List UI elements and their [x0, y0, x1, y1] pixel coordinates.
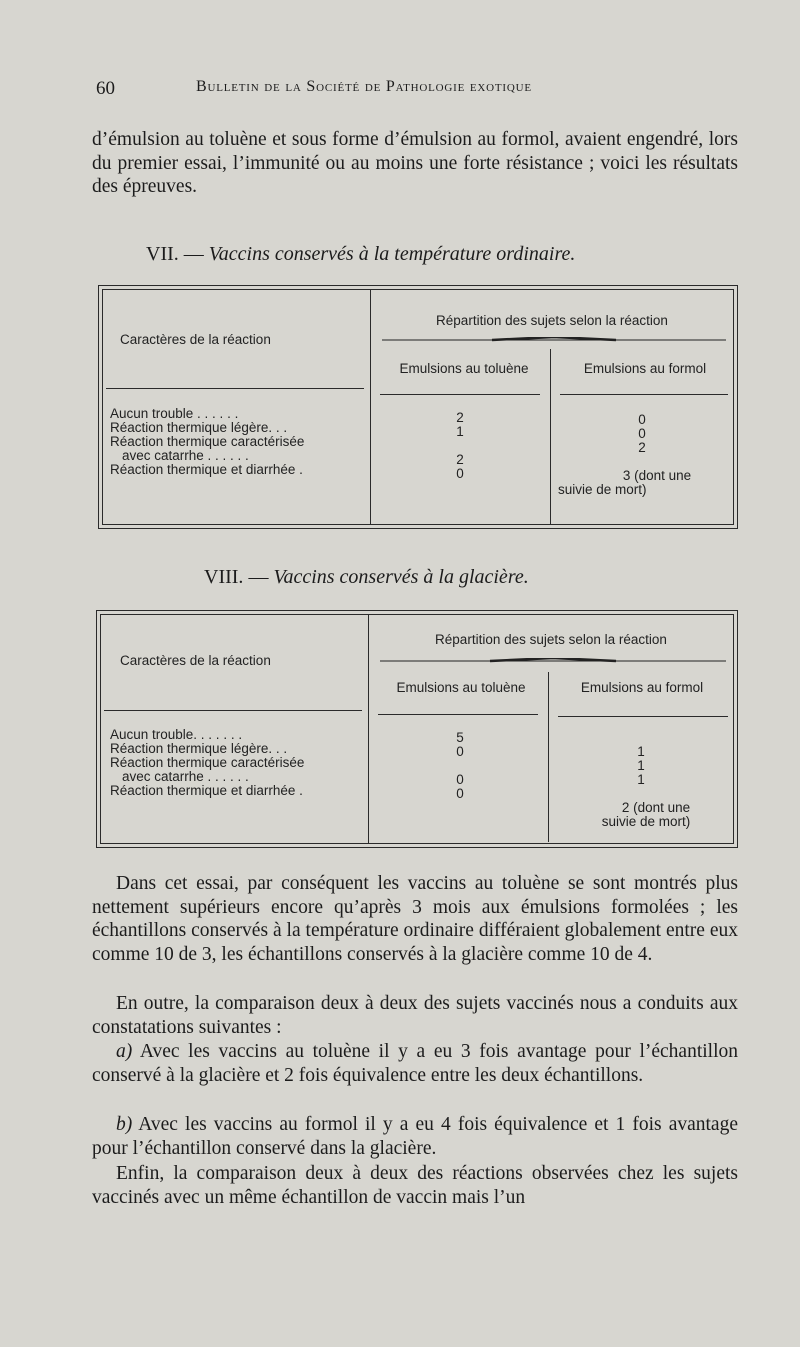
table7-title: [146, 243, 575, 266]
table8-number: VIII.: [204, 566, 244, 588]
table7-title-text: Vaccins conservés à la température ordinaire.: [208, 243, 576, 265]
table7-toluene-cell: 2: [456, 410, 464, 425]
table7: [98, 285, 738, 529]
table7-rule-right: [560, 394, 728, 395]
table7-divider-main: [370, 290, 371, 524]
table8-row-label: avec catarrhe . . . . . .: [122, 769, 249, 784]
table8-formol-cell: 2 (dont une: [621, 800, 691, 815]
table8-dash: —: [248, 566, 269, 588]
body-paragraph-4-text: Avec les vaccins au formol il y a eu 4 fois équivalence et 1 fois avantage pour l’échantillon conservé dans la glacière.: [92, 1114, 738, 1159]
table8-row-label: Réaction thermique légère. . .: [110, 741, 288, 756]
table7-rule-left: [106, 388, 364, 389]
table7-formol-cell: 0: [638, 426, 646, 441]
table7-brace: [382, 337, 726, 341]
body-paragraph-5: Enfin, la comparaison deux à deux des réactions observées chez les sujets vaccinés avec un même échantillon de vaccin mais l’un: [92, 1163, 738, 1208]
table7-row-label: Réaction thermique caractérisée: [110, 434, 305, 449]
table8-formol-cell: [552, 731, 730, 745]
table8-col-toluene: Emulsions au toluène: [396, 680, 526, 695]
table7-divider-sub: [550, 349, 551, 524]
table8: [96, 610, 738, 848]
table7-formol-cell: suivie de mort): [558, 482, 647, 497]
table8-divider-sub: [548, 672, 549, 842]
table8-formol-cell: 1: [637, 744, 645, 759]
table8-formol-values: [552, 731, 730, 829]
table8-formol-cell: [552, 787, 730, 801]
table8-col-characters: Caractères de la réaction: [120, 653, 271, 668]
table7-dash: —: [183, 243, 204, 265]
table7-toluene-values: [380, 411, 540, 481]
page-header: [96, 78, 736, 108]
table8-rule-mid: [378, 714, 538, 715]
table7-col-group: Répartition des sujets selon la réaction: [436, 313, 668, 328]
table8-row-label: Aucun trouble. . . . . . .: [110, 727, 243, 742]
table7-number: VII.: [146, 243, 179, 265]
table7-formol-cell: 3 (dont une: [622, 468, 692, 483]
table7-toluene-cell: 0: [456, 466, 464, 481]
body-paragraph-4: [92, 1113, 738, 1160]
table8-toluene-cell: 5: [456, 730, 464, 745]
table8-toluene-cell: 0: [456, 744, 464, 759]
table8-row-labels: [110, 728, 304, 798]
table7-col-characters: Caractères de la réaction: [120, 332, 271, 347]
table7-rule-mid: [380, 394, 540, 395]
body-paragraph-3-text: Avec les vaccins au toluène il y a eu 3 fois avantage pour l’échantillon conservé à la glacière et 2 fois équivalence entre les deux échantillons.: [92, 1041, 738, 1086]
table7-row-label: Réaction thermique légère. . .: [110, 420, 288, 435]
intro-paragraph: d’émulsion au toluène et sous forme d’émulsion au formol, avaient engendré, lors du premier essai, l’immunité ou au moins une forte résistance ; voici les résultats des épreuves.: [92, 129, 738, 197]
page-number: 60: [96, 78, 115, 99]
table8-toluene-values: [378, 731, 542, 801]
table8-brace: [380, 658, 726, 662]
table7-formol-cell: [554, 455, 730, 469]
table8-col-formol: Emulsions au formol: [580, 680, 704, 695]
body-paragraph-1: Dans cet essai, par conséquent les vaccins au toluène se sont montrés plus nettement supérieurs encore qu’après 3 mois aux émulsions formolées ; les échantillons conservés à la température ordinaire différaient globalement entre eux comme 10 de 3, les échantillons conservés à la glacière comme 10 de 4.: [92, 873, 738, 965]
table7-row-label: Réaction thermique et diarrhée .: [110, 462, 303, 477]
running-title: Bulletin de la Société de Pathologie exotique: [196, 78, 532, 95]
table7-row-label: Aucun trouble . . . . . .: [110, 406, 239, 421]
table8-rule-right: [558, 716, 728, 717]
body-paragraph-3: [92, 1040, 738, 1087]
table8-toluene-cell: 0: [456, 772, 464, 787]
table8-title: [204, 566, 529, 589]
table8-row-label: Réaction thermique caractérisée: [110, 755, 305, 770]
list-marker-b: b): [116, 1114, 133, 1135]
table7-row-label: avec catarrhe . . . . . .: [122, 448, 249, 463]
table7-toluene-cell: 2: [456, 452, 464, 467]
table8-formol-cell: suivie de mort): [601, 814, 691, 829]
table7-row-labels: [110, 407, 304, 477]
table8-rule-left: [104, 710, 362, 711]
table8-divider-main: [368, 615, 369, 843]
table7-toluene-cell: 1: [456, 424, 464, 439]
table7-formol-values: [554, 413, 730, 497]
body-paragraph-2: En outre, la comparaison deux à deux des sujets vaccinés nous a conduits aux constatations suivantes :: [92, 993, 738, 1038]
table8-toluene-cell: [378, 759, 542, 773]
table8-title-text: Vaccins conservés à la glacière.: [273, 566, 529, 588]
table8-formol-cell: 1: [637, 758, 645, 773]
table7-col-toluene: Emulsions au toluène: [399, 361, 529, 376]
table7-formol-cell: 2: [638, 440, 646, 455]
table8-col-group: Répartition des sujets selon la réaction: [435, 632, 667, 647]
table7-formol-cell: 0: [638, 412, 646, 427]
list-marker-a: a): [116, 1041, 133, 1062]
table7-col-formol: Emulsions au formol: [583, 361, 707, 376]
table8-formol-cell: 1: [637, 772, 645, 787]
table8-toluene-cell: 0: [456, 786, 464, 801]
table7-toluene-cell: [380, 439, 540, 453]
table8-row-label: Réaction thermique et diarrhée .: [110, 783, 303, 798]
